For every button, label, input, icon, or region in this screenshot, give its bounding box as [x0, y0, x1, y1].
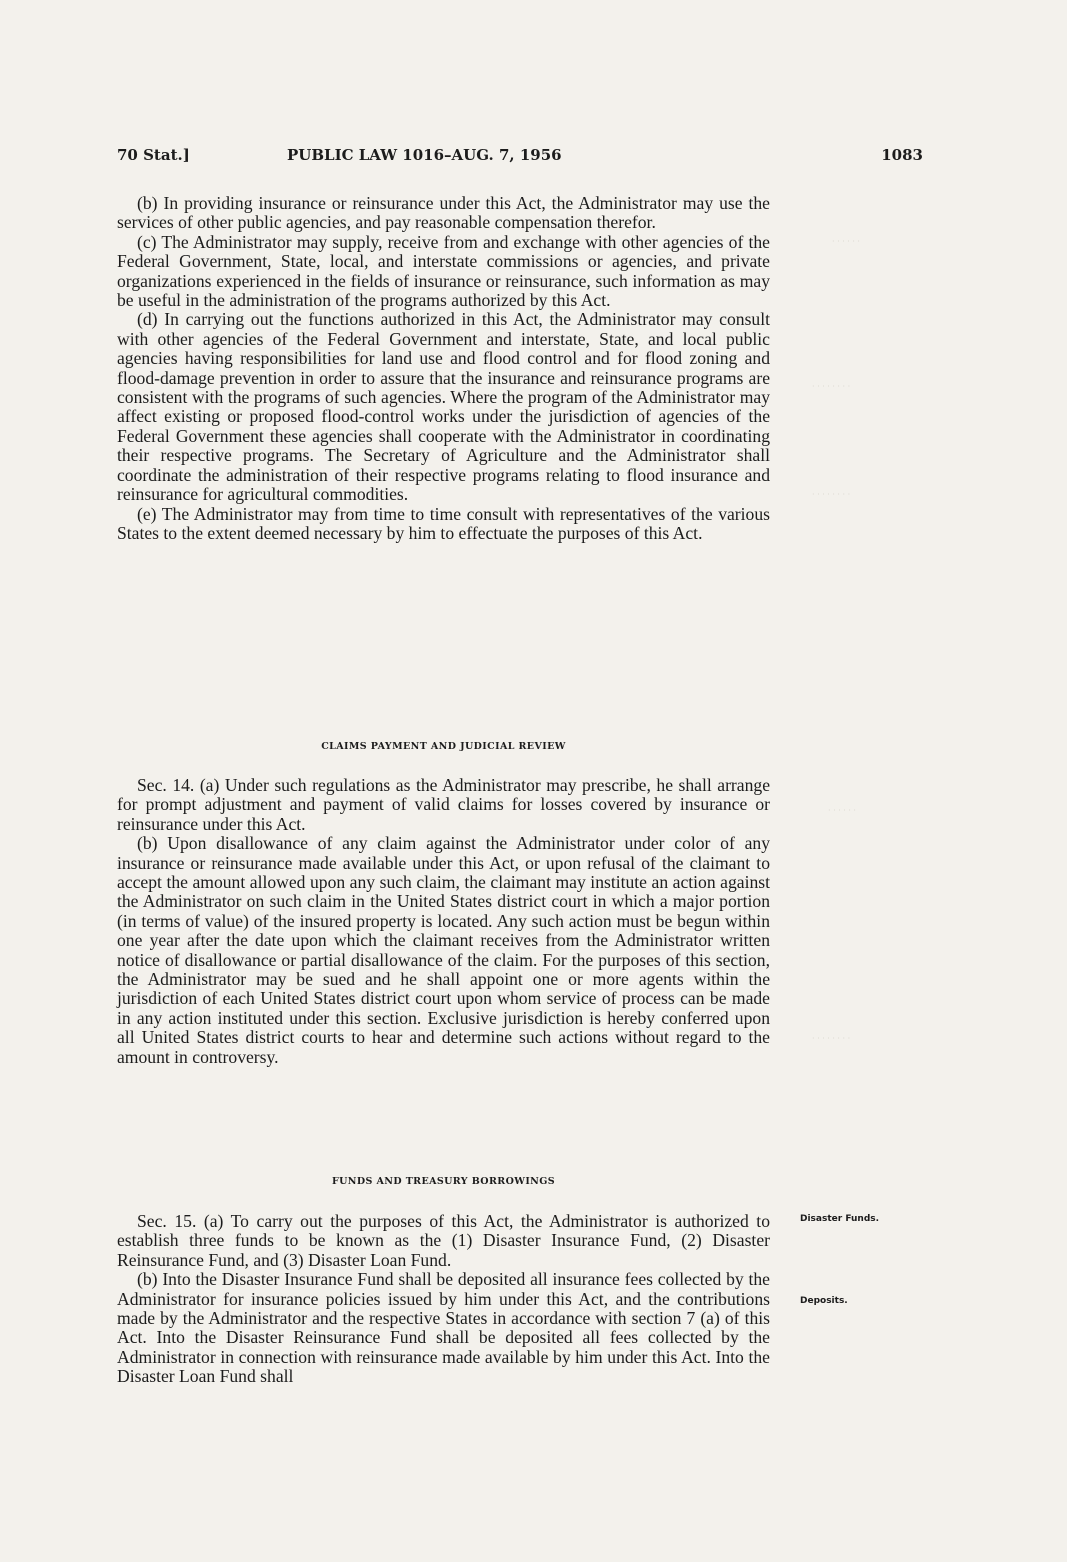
section-heading-claims: CLAIMS PAYMENT AND JUDICIAL REVIEW: [321, 741, 566, 752]
header-title: PUBLIC LAW 1016–AUG. 7, 1956: [287, 146, 562, 164]
text-block-claims: [117, 776, 770, 1067]
bleed-through-note: · · · · · ·: [832, 237, 860, 246]
text-block-funds: [117, 1212, 770, 1387]
paragraph-e: (e) The Administrator may from time to time consult with representatives of the various States to the extent deemed necessary by him to effectuate the purposes of this Act.: [117, 503, 770, 543]
text-block-administration: [117, 194, 770, 543]
bleed-through-note: · · · · · ·: [828, 806, 856, 815]
header-volume: 70 Stat.]: [117, 146, 190, 164]
paragraph-sec15-b: (b) Into the Disaster Insurance Fund shall be deposited all insurance fees collected by the Administrator for insurance policies issued by him under this Act, and the contributions made by the Administrator and the respective States in accordance with section 7 (a) of this Act. Into the Disaster Reinsurance Fund shall be deposited all fees collected by the Administrator in connection with reinsurance made available by him under this Act. Into the Disaster Loan Fund shall: [117, 1269, 770, 1387]
paragraph-sec14-a: Sec. 14. (a) Under such regulations as the Administrator may prescribe, he shall arrange for prompt adjustment and payment of valid claims for losses covered by insurance or reinsurance under this Act.: [117, 775, 770, 834]
paragraph-sec14-b: (b) Upon disallowance of any claim against the Administrator under color of any insurance or reinsurance made available under this Act, or upon refusal of the claimant to accept the amount allowed upon any such claim, the claimant may institute an action against the Administrator on such claim in the United States district court in which a major portion (in terms of value) of the insured property is located. Any such action must be begun within one year after the date upon which the claimant receives from the Administrator written notice of disallowance or partial disallowance of the claim. For the purposes of this section, the Administrator may be sued and he shall appoint one or more agents within the jurisdiction of each United States district court upon whom service of process can be made in any action instituted under this section. Exclusive jurisdiction is hereby conferred upon all United States district courts to hear and determine such actions without regard to the amount in controversy.: [117, 833, 770, 1067]
margin-note-disaster-funds: Disaster Funds.: [800, 1214, 880, 1224]
paragraph-sec15-a: Sec. 15. (a) To carry out the purposes of this Act, the Administrator is authorized to establish three funds to be known as the (1) Disaster Insurance Fund, (2) Disaster Reinsurance Fund, and (3) Disaster Loan Fund.: [117, 1211, 770, 1270]
paragraph-b: (b) In providing insurance or reinsurance under this Act, the Administrator may use the services of other public agencies, and pay reasonable compensation therefor.: [117, 193, 770, 233]
bleed-through-note: · · · · · · · ·: [812, 382, 851, 391]
paragraph-d: (d) In carrying out the functions authorized in this Act, the Administrator may consult with other agencies of the Federal Government and interstate, State, and local public agencies having responsibilities for land use and flood control and for flood zoning and flood-damage prevention in order to assure that the insurance and reinsurance programs are consistent with the programs of such agencies. Where the program of the Administrator may affect existing or proposed flood-control works under the jurisdiction of agencies of the Federal Government these agencies shall cooperate with the Administrator in coordinating their respective programs. The Secretary of Agriculture and the Administrator shall coordinate the administration of their respective programs relating to flood insurance and reinsurance for agricultural commodities.: [117, 309, 770, 505]
margin-note-deposits: Deposits.: [800, 1296, 848, 1306]
bleed-through-note: · · · · · · · ·: [812, 1034, 851, 1043]
bleed-through-note: · · · · · · · ·: [812, 490, 851, 499]
paragraph-c: (c) The Administrator may supply, receive from and exchange with other agencies of the Federal Government, State, local, and interstate commissions or agencies, and private organizations experienced in the fields of insurance or reinsurance, such information as may be useful in the administration of the programs authorized by this Act.: [117, 231, 770, 311]
page-number: 1083: [881, 146, 923, 164]
section-heading-funds: FUNDS AND TREASURY BORROWINGS: [331, 1176, 556, 1187]
running-header: [117, 146, 923, 172]
